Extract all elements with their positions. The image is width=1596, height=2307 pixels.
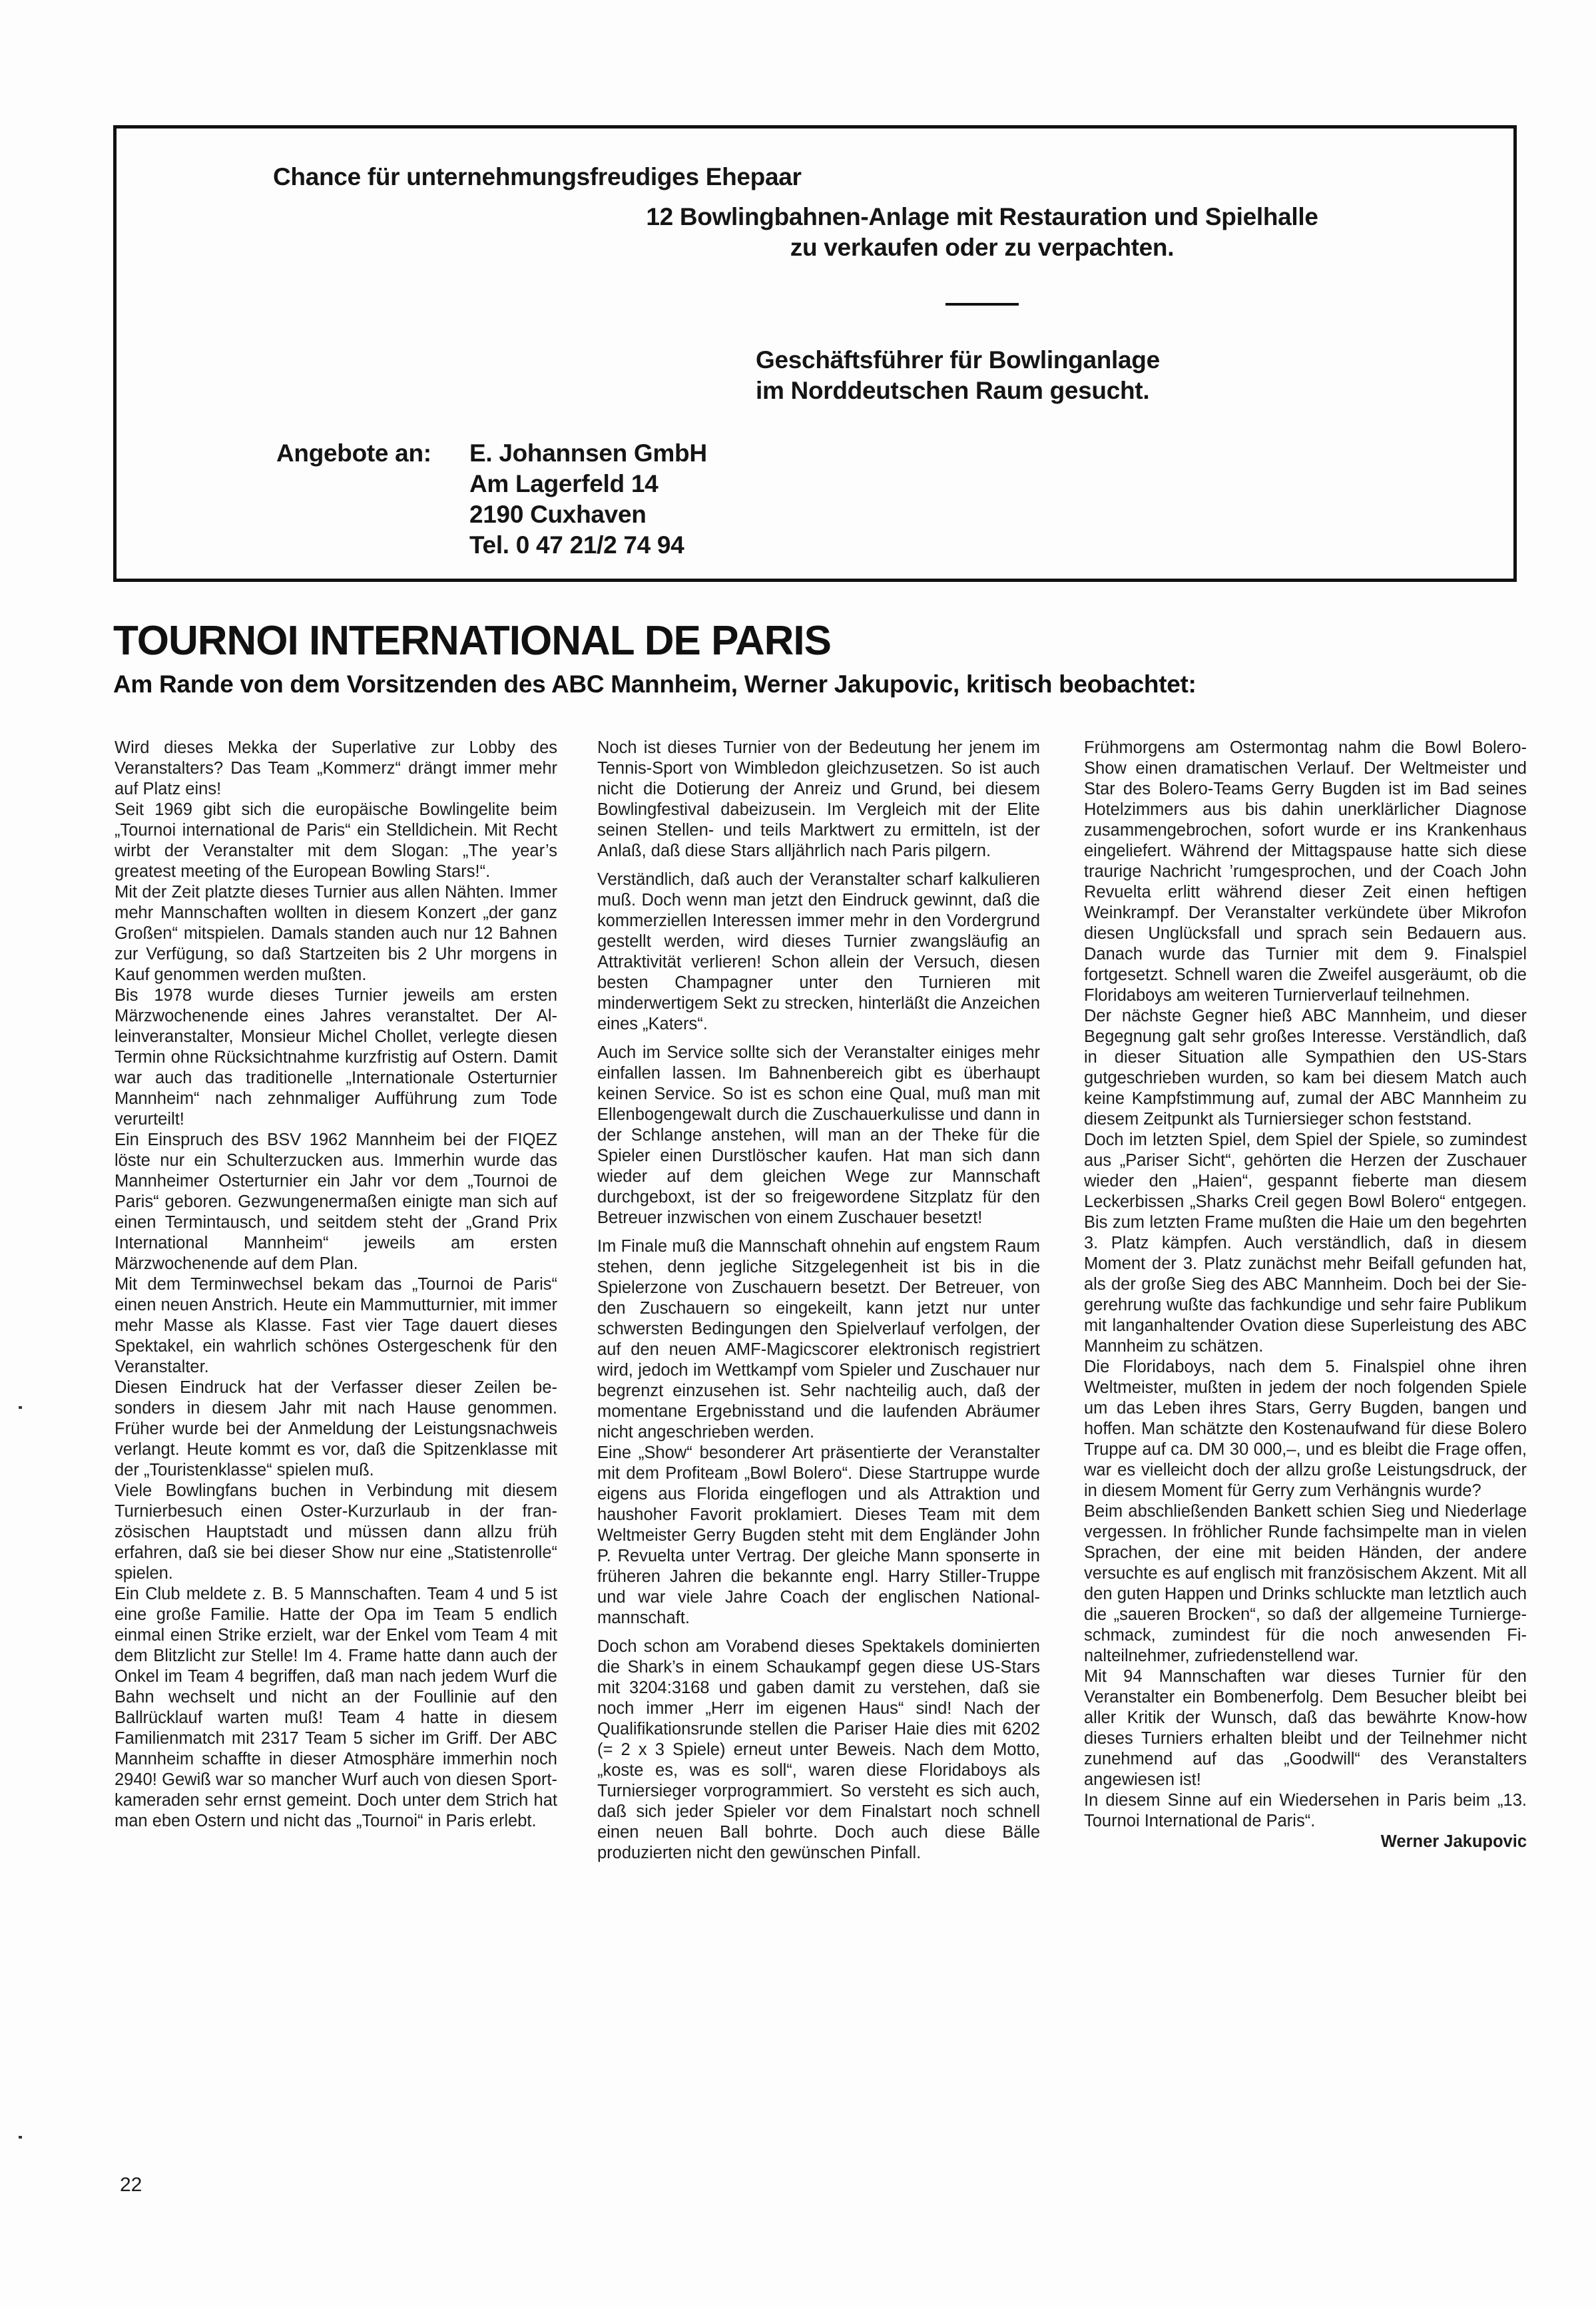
paragraph: Bis 1978 wurde dieses Turnier jeweils am ersten Märzwochenende eines Jahres veranstaltet. Der Alleinveranstalter, Monsieur Michel Chollet, verlegte diesen Termin ohne Rücksichtnahme kurzfristig auf Ostern. Damit war auch das traditionelle „Internationale Osterturnier Mannheim“ nach zehnmaliger Aufführung zum Tode verurteilt! bbox=[115, 986, 557, 1129]
paragraph: In diesem Sinne auf ein Wiedersehen in Paris beim „13. Tournoi International de Paris“. bbox=[1084, 1791, 1527, 1830]
paragraph: Ein Einspruch des BSV 1962 Mannheim bei der FIQEZ löste nur ein Schulterzucken aus. Immerhin wurde das Mannheimer Osterturnier ein Jahr vor dem „Tournoi de Paris“ geboren. Gezwungenermaßen einigte man sich auf einen Termintausch, und seitdem steht der „Grand Prix International Mannheim“ jeweils am ersten Märzwochenende auf dem Plan. bbox=[115, 1131, 557, 1273]
ad-offer-line: 12 Bowlingbahnen-Anlage mit Restauration und Spielhalle bbox=[646, 203, 1318, 230]
paragraph: Eine „Show“ besonderer Art präsentierte der Veranstalter mit dem Profiteam „Bowl Bolero“. Diese Startruppe wurde eigens aus Florida eingeflogen und als Attraktion und haushoher Favorit proklamiert. Dieses Team mit dem Weltmeister Gerry Bugden steht mit dem Engländer John P. Revuelta unter Vertrag. Der gleiche Mann sponserte in früheren Jahren die bekannte engl. Harry Stiller-Truppe und war viele Jahre Coach der englischen Nationalmannschaft. bbox=[597, 1443, 1040, 1627]
ad-offer bbox=[583, 202, 1382, 263]
ad-contact-address bbox=[469, 438, 707, 561]
paragraph: Der nächste Gegner hieß ABC Mannheim, und dieser Begegnung galt sehr großes Interesse. Verständlich, daß in dieser Situation alle Sympathien den US-Stars gutgeschrieben wurden, so kam bei diesem Match auch keine Kampfstimmung auf, zumal der ABC Mannheim zu diesem Zeitpunkt als Turniersieger schon feststand. bbox=[1084, 1007, 1527, 1129]
advertisement-box bbox=[113, 125, 1517, 582]
paragraph: Noch ist dieses Turnier von der Bedeutung her jenem im Tennis-Sport von Wimbledon gleichzusetzen. So ist auch nicht die Dotierung der Anreiz und Grund, bei diesem Bowlingfestival dabeizusein. Im Vergleich mit der Elite seinen Stellen- und teils Marktwert zu ermitteln, ist der Anlaß, daß diese Stars alljährlich nach Paris pilgern. bbox=[597, 738, 1040, 860]
paragraph: Die Floridaboys, nach dem 5. Finalspiel ohne ihren Weltmeister, mußten in jedem der noch folgenden Spiele um das Leben ihres Stars, Gerry Bugden, bangen und hoffen. Man schätzte den Kostenaufwand für diese Bolero Truppe auf ca. DM 30 000,–, und es bleibt die Frage offen, war es vielleicht doch der allzu große Leistungsdruck, der in diesem Moment für Gerry zum Verhängnis wurde? bbox=[1084, 1358, 1527, 1500]
article-column-3 bbox=[1084, 738, 1527, 1852]
paragraph: Viele Bowlingfans buchen in Verbindung mit diesem Turnierbesuch einen Oster-Kurzurlaub in der französischen Hauptstadt und müssen dann allzu früh erfahren, daß sie bei dieser Show nur eine „Statistenrolle“ spielen. bbox=[115, 1481, 557, 1583]
paragraph: Doch schon am Vorabend dieses Spektakels dominierten die Shark’s in einem Schaukampf gegen diese US-Stars mit 3204:3168 und gaben damit zu verstehen, daß sie noch immer „Herr im eigenen Haus“ sind! Nach der Qualifikationsrunde stellen die Pariser Haie dies mit 6202 (= 2 x 3 Spiele) erneut unter Beweis. Nach dem Motto, „koste es, was es soll“, waren diese Floridaboys als Turniersieger vorprogrammiert. So versteht es sich auch, daß sich jeder Spieler vor dem Finalstart noch schnell einen neuen Ball bohrte. Doch auch diese Bälle produzierten nicht den gewünschen Pinfall. bbox=[597, 1637, 1040, 1862]
paragraph: Mit dem Terminwechsel bekam das „Tournoi de Paris“ einen neuen Anstrich. Heute ein Mammutturnier, mit immer mehr Masse als Klasse. Fast vier Tage dauert dieses Spektakel, ein wahrlich schönes Ostergeschenk für den Veranstalter. bbox=[115, 1275, 557, 1376]
ad-company: E. Johannsen GmbH bbox=[469, 439, 707, 467]
ad-offer-line: zu verkaufen oder zu verpachten. bbox=[790, 234, 1175, 261]
ad-search-line: Geschäftsführer für Bowlinganlage bbox=[756, 346, 1160, 374]
article-title: TOURNOI INTERNATIONAL DE PARIS bbox=[113, 618, 832, 664]
paragraph: Ein Club meldete z. B. 5 Mannschaften. Team 4 und 5 ist eine große Familie. Hatte der Opa im Team 5 endlich einmal einen Strike erzielt, war der Enkel vom Team 4 mit dem Blitzlicht zur Stelle! Im 4. Frame hatte dann auch der Onkel im Team 4 begriffen, daß man nach jedem Wurf die Bahn wechselt und nicht an der Foullinie auf den Ballrücklauf warten muß! Team 4 hatte in diesem Familienmatch mit 2317 Team 5 sicher im Griff. Der ABC Mannheim schaffte in dieser Atmosphäre immerhin noch 2940! Gewiß war so mancher Wurf auch von diesen Sportkameraden sehr ernst gemeint. Doch unter dem Strich hat man eben Ostern und nicht das „Tournoi“ in Paris erlebt. bbox=[115, 1585, 557, 1830]
ad-street: Am Lagerfeld 14 bbox=[469, 470, 659, 497]
author-signature: Werner Jakupovic bbox=[1380, 1832, 1527, 1851]
ad-job-search bbox=[756, 345, 1160, 406]
page-number: 22 bbox=[120, 2174, 142, 2196]
ad-search-line: im Norddeutschen Raum gesucht. bbox=[756, 377, 1150, 404]
paragraph: Diesen Eindruck hat der Verfasser dieser Zeilen besonders in diesem Jahr mit nach Hause genommen. Früher wurde bei der Anmeldung der Leistungsnachweis verlangt. Heute kommt es vor, daß die Spitzenklasse mit der „Touristenklasse“ spielen muß. bbox=[115, 1378, 557, 1479]
paragraph: Doch im letzten Spiel, dem Spiel der Spiele, so zumindest aus „Pariser Sicht“, gehörten die Herzen der Zuschauer wieder den „Haien“, gespannt fieberte man diesem Leckerbissen „Sharks Creil gegen Bowl Bolero“ entgegen. Bis zum letzten Frame mußten die Haie um den begehrten 3. Platz kämpfen. Auch verständlich, daß in diesem Moment der 3. Platz zunächst mehr Beifall gefunden hat, als der große Sieg des ABC Mannheim. Doch bei der Siegerehrung wußte das fachkundige und sehr faire Publikum mit langanhaltender Ovation diese Superleistung des ABC Mannheim zu schätzen. bbox=[1084, 1131, 1527, 1356]
scan-speck bbox=[19, 1406, 22, 1409]
ad-contact-label: Angebote an: bbox=[276, 439, 431, 467]
paragraph: Mit 94 Mannschaften war dieses Turnier für den Veranstalter ein Bombenerfolg. Dem Besucher bleibt bei aller Kritik der Wunsch, daß das bewährte Know-how dieses Turniers erhalten bleibt und der Teilnehmer nicht zunehmend auf das „Goodwill“ des Veranstalters angewiesen ist! bbox=[1084, 1667, 1527, 1789]
paragraph: Beim abschließenden Bankett schien Sieg und Niederlage vergessen. In fröhlicher Runde fachsimpelte man in vielen Sprachen, der eine mit beiden Händen, der andere versuchte es auf englisch mit französischem Akzent. Mit all den guten Happen und Drinks schluckte man letztlich auch die „saueren Brocken“, so daß der allgemeine Turniergeschmack, zumindest für die noch anwesenden Finalteilnehmer, zufriedenstellend war. bbox=[1084, 1502, 1527, 1665]
paragraph: Seit 1969 gibt sich die europäische Bowlingelite beim „Tournoi international de Paris“ ein Stelldichein. Mit Recht wirbt der Veranstalter mit dem Slogan: „The year’s greatest meeting of the European Bowling Stars!“. bbox=[115, 800, 557, 881]
ad-headline: Chance für unternehmungsfreudiges Ehepaar bbox=[273, 163, 802, 190]
article-column-2 bbox=[597, 738, 1040, 1864]
ad-divider bbox=[945, 303, 1019, 306]
article-column-1 bbox=[115, 738, 557, 1832]
paragraph: Verständlich, daß auch der Veranstalter scharf kalkulieren muß. Doch wenn man jetzt den Eindruck gewinnt, daß die kommerziellen Interessen immer mehr in den Vordergrund gestellt werden, wird dieses Turnier zwangsläufig an Attraktivität verlieren! Schon allein der Versuch, diesen besten Champagner unter den Turnieren mit minderwertigem Sekt zu strecken, hinterläßt die Anzeichen eines „Katers“. bbox=[597, 870, 1040, 1033]
paragraph: Mit der Zeit platzte dieses Turnier aus allen Nähten. Immer mehr Mannschaften wollten in diesem Konzert „der ganz Großen“ mitspielen. Damals standen auch nur 12 Bahnen zur Verfügung, so daß Startzeiten bis 2 Uhr morgens in Kauf genommen werden mußten. bbox=[115, 883, 557, 984]
paragraph: Wird dieses Mekka der Superlative zur Lobby des Veranstalters? Das Team „Kommerz“ drängt immer mehr auf Platz eins! bbox=[115, 738, 557, 798]
article-subtitle: Am Rande von dem Vorsitzenden des ABC Mannheim, Werner Jakupovic, kritisch beobachtet: bbox=[113, 670, 1197, 698]
paragraph: Im Finale muß die Mannschaft ohnehin auf engstem Raum stehen, denn jegliche Sitzgelegenheit ist bis in die Spielerzone von Zuschauern besetzt. Der Betreuer, von den Zuschauern so eingekeilt, kann jetzt nur unter schwersten Bedingungen den Spielverlauf verfolgen, der auf den neuen AMF-Magicscorer elektronisch registriert wird, jedoch im Wettkampf vom Spieler und Zuschauer nur begrenzt einzusehen ist. Sehr nachteilig auch, daß der momentane Ergebnisstand und die laufenden Abräumer nicht angeschrieben werden. bbox=[597, 1237, 1040, 1441]
ad-city: 2190 Cuxhaven bbox=[469, 501, 647, 528]
paragraph: Auch im Service sollte sich der Veranstalter einiges mehr einfallen lassen. Im Bahnenbereich gibt es überhaupt keinen Service. So ist es schon eine Qual, muß man mit Ellenbogengewalt durch die Zuschauerkulisse und dann in der Schlange anstehen, will man an der Theke für die Spieler einen Durstlöscher kaufen. Hat man sich dann wieder auf dem gleichen Wege zur Mannschaft durchgeboxt, ist der so freigewordene Sitzplatz für den Betreuer inzwischen von einem Zuschauer besetzt! bbox=[597, 1043, 1040, 1227]
scan-speck bbox=[19, 2136, 22, 2139]
ad-contact bbox=[276, 438, 707, 561]
paragraph: Frühmorgens am Ostermontag nahm die Bowl Bolero-Show einen dramatischen Verlauf. Der Weltmeister und Star des Bolero-Teams Gerry Bugden ist im Bad seines Hotelzimmers aus bis dahin unerklärlicher Diagnose zusammengebrochen, sofort wurde er ins Krankenhaus eingeliefert. Während der Mittagspause hatte sich diese traurige Nachricht ’rumgesprochen, und der Coach John Revuelta erlitt während dieser Zeit einen heftigen Weinkrampf. Der Veranstalter verkündete über Mikrofon diesen Unglücksfall und sprach sein Bedauern aus. Danach wurde das Turnier mit dem 9. Finalspiel fortgesetzt. Schnell waren die Zweifel ausgeräumt, ob die Floridaboys am weiteren Turnierverlauf teilnehmen. bbox=[1084, 738, 1527, 1005]
ad-phone: Tel. 0 47 21/2 74 94 bbox=[469, 531, 684, 559]
